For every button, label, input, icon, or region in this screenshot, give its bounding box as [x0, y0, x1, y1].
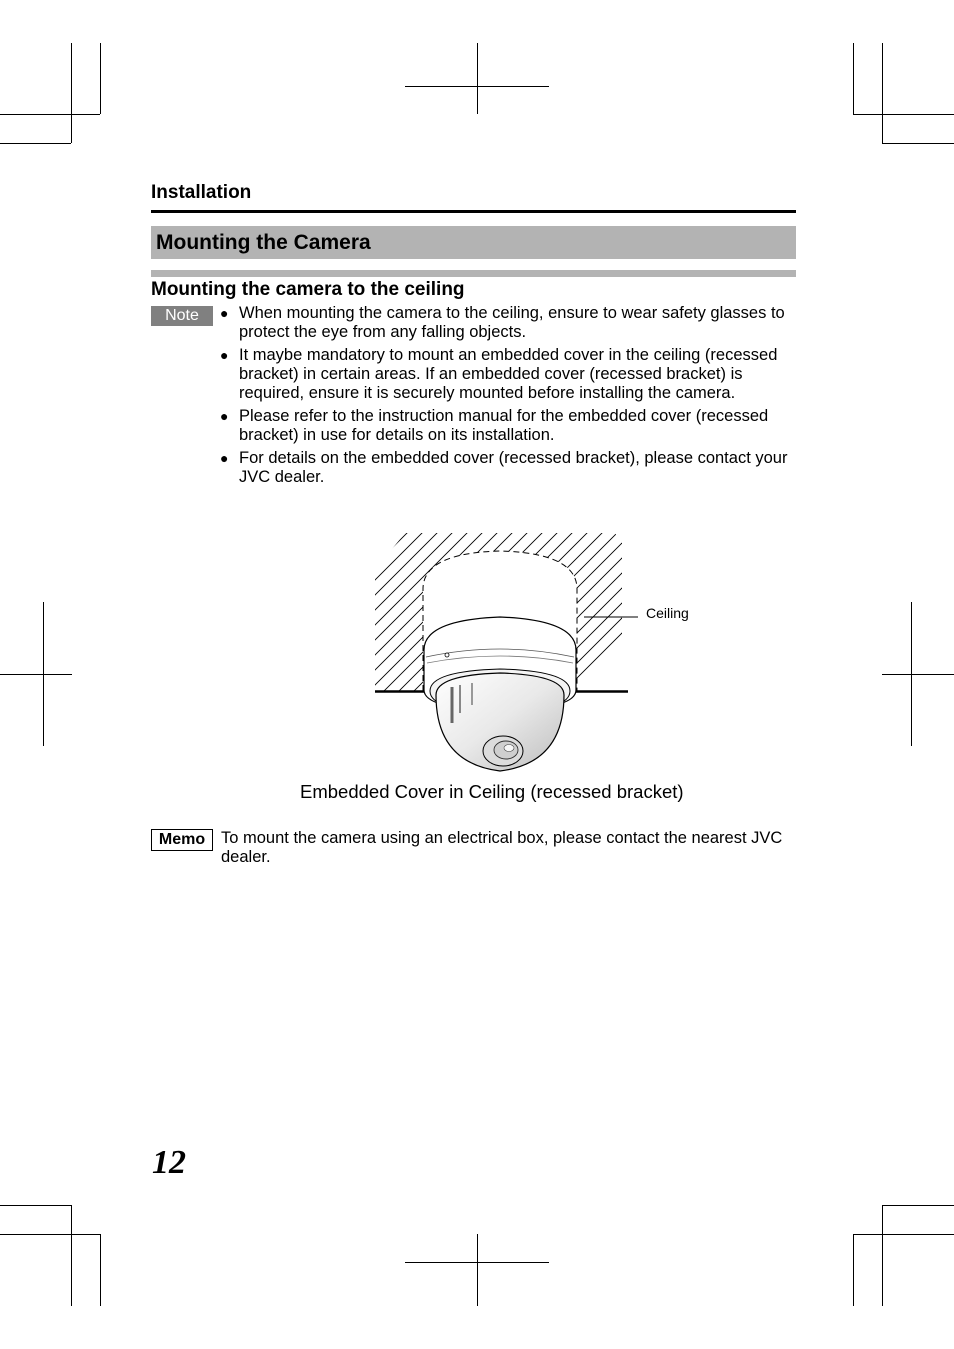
bullet-icon: ● — [220, 408, 229, 424]
section-label: Installation — [151, 182, 252, 203]
bullet-icon: ● — [220, 305, 229, 321]
subheading: Mounting the camera to the ceiling — [151, 279, 465, 300]
note-item — [218, 407, 798, 445]
note-item-text: When mounting the camera to the ceiling, ensure to wear safety glasses to protect the eye from any falling objects. — [239, 304, 785, 341]
page-number: 12 — [152, 1144, 186, 1181]
ceiling-label: Ceiling — [646, 605, 689, 621]
title-rule — [151, 270, 796, 277]
ceiling-mount-illustration — [360, 525, 705, 780]
note-item — [218, 346, 798, 403]
header-rule — [151, 210, 796, 213]
memo-badge: Memo — [151, 829, 213, 851]
note-list — [218, 304, 798, 491]
note-item-text: For details on the embedded cover (recessed bracket), please contact your JVC dealer. — [239, 449, 788, 486]
note-item — [218, 304, 798, 342]
page-title: Mounting the Camera — [151, 226, 796, 259]
bullet-icon: ● — [220, 450, 229, 466]
note-item-text: Please refer to the instruction manual for the embedded cover (recessed bracket) in use for details on its installation. — [239, 407, 769, 444]
figure-caption: Embedded Cover in Ceiling (recessed bracket) — [300, 781, 684, 802]
memo-text: To mount the camera using an electrical box, please contact the nearest JVC dealer. — [221, 829, 783, 866]
note-badge: Note — [151, 306, 213, 326]
note-item-text: It maybe mandatory to mount an embedded cover in the ceiling (recessed bracket) in certain areas. If an embedded cover (recessed bracket) is required, ensure it is securely mounted before installing the camera. — [239, 346, 778, 402]
bullet-icon: ● — [220, 347, 229, 363]
note-item — [218, 449, 798, 487]
